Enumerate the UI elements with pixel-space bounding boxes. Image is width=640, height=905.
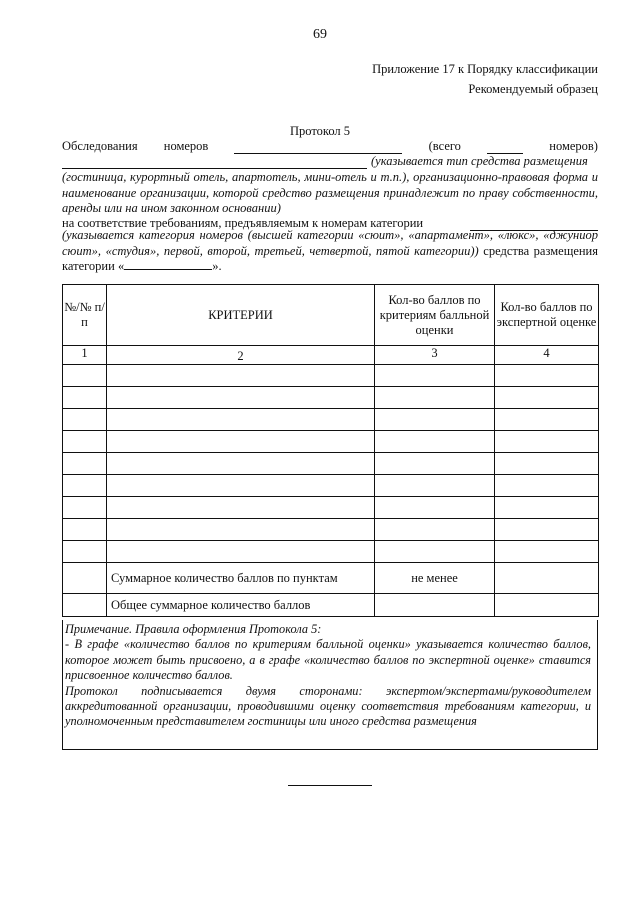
rooms-word: номеров (163, 139, 209, 153)
table-cell[interactable] (63, 365, 107, 387)
col-number-2: 2 (107, 346, 375, 365)
table-cell[interactable] (495, 497, 599, 519)
table-cell[interactable] (495, 541, 599, 563)
annex-reference: Приложение 17 к Порядку классификации (372, 62, 598, 76)
total-row (63, 594, 599, 617)
table-cell[interactable] (63, 563, 107, 594)
note-title: Примечание. Правила оформления Протокола 5: (65, 622, 322, 636)
table-cell[interactable] (107, 475, 375, 497)
table-cell[interactable] (375, 497, 495, 519)
table-cell[interactable] (107, 409, 375, 431)
sample-label: Рекомендуемый образец (468, 82, 598, 96)
col-number-4: 4 (495, 346, 599, 365)
column-number-row (63, 346, 599, 365)
table-cell[interactable] (107, 519, 375, 541)
accommodation-note: (гостиница, курортный отель, апартотель, мини-отель и т.п.), организационно-правовая форма и наименование организации, которой средство размещения принадлежит по праву собственности, аренды или на ином законном основании) (62, 170, 598, 216)
table-cell[interactable] (63, 409, 107, 431)
header-criteria: КРИТЕРИИ (107, 285, 375, 346)
table-cell[interactable] (375, 365, 495, 387)
type-blank[interactable] (62, 156, 367, 169)
table-header-row (63, 285, 599, 346)
total-open: (всего (428, 139, 461, 153)
page-number: 69 (313, 27, 327, 42)
compliance-text: на соответствие требованиям, предъявляемым к номерам категории (62, 216, 424, 230)
table-row (63, 387, 599, 409)
table-row (63, 475, 599, 497)
table-row (63, 409, 599, 431)
table-cell[interactable] (107, 453, 375, 475)
table-cell[interactable] (63, 519, 107, 541)
table-cell[interactable] (107, 497, 375, 519)
class-blank[interactable] (124, 259, 212, 270)
total-label: Общее суммарное количество баллов (107, 594, 375, 617)
table-row (63, 519, 599, 541)
table-cell[interactable] (63, 541, 107, 563)
note-item-2: Протокол подписывается двумя сторонами: экспертом/экспертами/руководителем аккредитованной организации, проводившими оценку соответствия требованиям категории, и уполномоченным представителем гостиницы или иного средства размещения (65, 683, 591, 729)
table-cell[interactable] (495, 409, 599, 431)
table-cell[interactable] (63, 453, 107, 475)
table-cell[interactable] (107, 387, 375, 409)
note-box (62, 620, 598, 750)
table-cell[interactable] (63, 594, 107, 617)
sum-label: Суммарное количество баллов по пунктам (107, 563, 375, 594)
table-cell[interactable] (375, 541, 495, 563)
table-row (63, 431, 599, 453)
table-cell[interactable] (495, 563, 599, 594)
header-score-criteria: Кол-во баллов по критериям балльной оценки (375, 285, 495, 346)
table-row (63, 365, 599, 387)
protocol-title: Протокол 5 (289, 124, 351, 138)
table-row (63, 453, 599, 475)
table-cell[interactable] (375, 519, 495, 541)
col-number-1: 1 (63, 346, 107, 365)
table-cell[interactable] (375, 475, 495, 497)
table-cell[interactable] (495, 431, 599, 453)
col-number-3: 3 (375, 346, 495, 365)
table-cell[interactable] (107, 431, 375, 453)
table-row (63, 497, 599, 519)
header-score-expert: Кол-во баллов по экспертной оценке (495, 285, 599, 346)
table-cell[interactable] (495, 365, 599, 387)
table-cell[interactable] (107, 541, 375, 563)
sum-row (63, 563, 599, 594)
sum-value: не менее (375, 563, 495, 594)
survey-word: Обследования (62, 139, 138, 153)
table-cell[interactable] (375, 594, 495, 617)
table-cell[interactable] (63, 497, 107, 519)
type-indication: (указывается тип средства размещения (371, 154, 588, 168)
header-number: №/№ п/п (63, 285, 107, 346)
table-cell[interactable] (63, 431, 107, 453)
table-cell[interactable] (495, 519, 599, 541)
criteria-table (62, 284, 599, 617)
survey-line (62, 139, 598, 154)
category-note: (указывается категория номеров (высшей категории «сюит», «апартамент», «люкс», «джуниор сюит», «студия», первой, второй, третьей, четвертой, пятой категории)) (62, 228, 598, 258)
table-cell[interactable] (375, 453, 495, 475)
total-blank[interactable] (487, 141, 523, 154)
total-close: номеров) (549, 139, 598, 153)
category-tail: средства размещения категории « (62, 243, 598, 274)
table-cell[interactable] (107, 365, 375, 387)
table-cell[interactable] (495, 475, 599, 497)
table-cell[interactable] (375, 409, 495, 431)
table-cell[interactable] (495, 387, 599, 409)
category-end: ». (212, 259, 222, 274)
table-cell[interactable] (375, 431, 495, 453)
category-paragraph (62, 228, 598, 275)
rooms-blank[interactable] (234, 141, 402, 154)
note-item-1: - В графе «количество баллов по критериям балльной оценки» указывается количество баллов, которое может быть присвоено, а в графе «количество баллов по экспертной оценке» ставится присвоенное количество баллов. (65, 637, 591, 683)
footer-divider (288, 785, 372, 786)
table-cell[interactable] (375, 387, 495, 409)
table-cell[interactable] (63, 475, 107, 497)
table-cell[interactable] (63, 387, 107, 409)
table-cell[interactable] (495, 453, 599, 475)
table-row (63, 541, 599, 563)
type-line (62, 154, 598, 169)
table-cell[interactable] (495, 594, 599, 617)
